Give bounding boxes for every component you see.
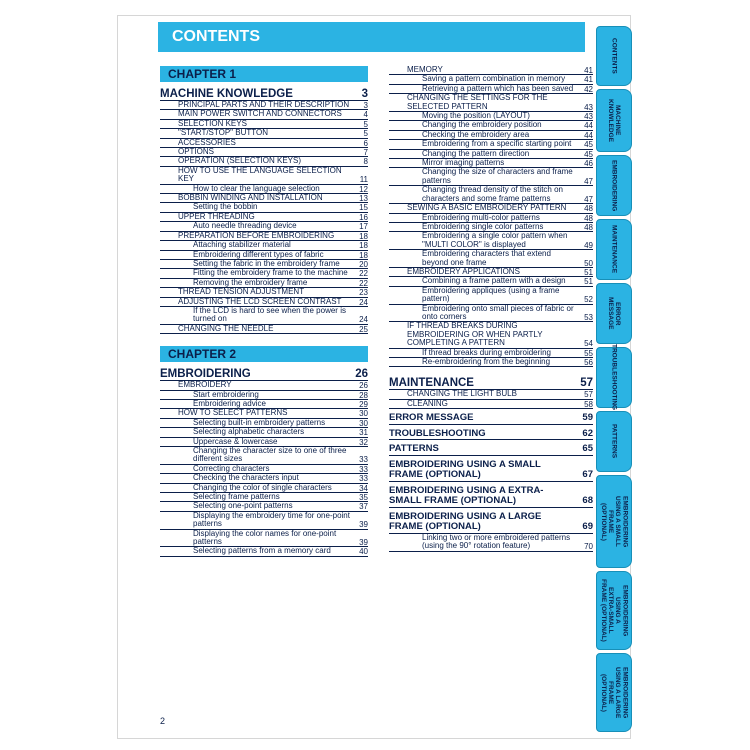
- toc-entry-page: 48: [584, 222, 593, 232]
- chapter-tab-label: ERROR MESSAGE: [607, 297, 622, 330]
- toc-entry-page: 33: [359, 474, 368, 484]
- toc-entry-text: Changing the pattern direction: [422, 148, 530, 158]
- toc-entry[interactable]: [160, 307, 368, 325]
- toc-section-page: 59: [582, 412, 593, 424]
- toc-entry-page: 24: [359, 315, 368, 325]
- toc-entry-page: 5: [363, 129, 368, 139]
- toc-entry-page: 47: [584, 176, 593, 186]
- toc-entry-page: 25: [359, 324, 368, 334]
- toc-entry[interactable]: [389, 94, 593, 112]
- toc-entry-page: 34: [359, 483, 368, 493]
- toc-entry[interactable]: [389, 232, 593, 250]
- toc-entry-text: OPTIONS: [178, 147, 215, 157]
- toc-entry-text: Embroidering appliques (using a frame pattern): [422, 285, 560, 304]
- toc-entry-text: Changing the embroidery position: [422, 120, 542, 130]
- toc-entry-page: 3: [363, 101, 368, 110]
- toc-entry[interactable]: [389, 186, 593, 204]
- toc-list: [389, 390, 593, 409]
- left-column: [160, 66, 368, 557]
- toc-entry-page: 12: [359, 184, 368, 194]
- toc-entry-text: How to clear the language selection: [193, 183, 320, 193]
- chapter-tab-label: EMBROIDERING USING A LARGE FRAME (OPTIONAL): [599, 666, 629, 719]
- toc-entry-text: Saving a pattern combination in memory: [422, 74, 566, 84]
- toc-entry-page: 43: [584, 102, 593, 112]
- toc-entry-page: 23: [359, 288, 368, 298]
- chapter-tab[interactable]: [596, 26, 632, 86]
- chapter-tab[interactable]: [596, 344, 632, 411]
- toc-entry-page: 33: [359, 455, 368, 465]
- section-embroidering[interactable]: EMBROIDERING 26: [160, 368, 368, 381]
- page-title: CONTENTS: [158, 22, 585, 52]
- chapter-tab[interactable]: [596, 219, 632, 280]
- toc-entry-page: 31: [359, 428, 368, 438]
- chapter-tab[interactable]: [596, 653, 632, 732]
- toc-entry-page: 13: [359, 194, 368, 204]
- toc-section[interactable]: [389, 486, 593, 508]
- chapter-tab[interactable]: [596, 411, 632, 472]
- toc-entry-page: 30: [359, 409, 368, 419]
- toc-entry-text: Embroidering different types of fabric: [193, 249, 324, 259]
- toc-section-page: 67: [582, 469, 593, 481]
- toc-entry[interactable]: [160, 530, 368, 548]
- toc-entry-text: Displaying the color names for one-point patterns: [193, 528, 337, 547]
- toc-entry-page: 30: [359, 418, 368, 428]
- toc-entry-page: 44: [584, 130, 593, 140]
- toc-entry-text: Combining a frame pattern with a design: [422, 276, 566, 286]
- toc-entry-text: HOW TO SELECT PATTERNS: [178, 408, 288, 418]
- toc-entry-text: PRINCIPAL PARTS AND THEIR DESCRIPTION: [178, 100, 350, 109]
- toc-entry[interactable]: [389, 534, 593, 552]
- toc-entry[interactable]: [160, 325, 368, 334]
- toc-entry[interactable]: [389, 287, 593, 305]
- chapter-tab-label: CONTENTS: [610, 38, 618, 74]
- toc-entry-page: 39: [359, 520, 368, 530]
- toc-entry-text: Checking the embroidery area: [422, 129, 530, 139]
- toc-entry-page: 53: [584, 312, 593, 322]
- toc-entry-page: 41: [584, 66, 593, 75]
- toc-entry-page: 55: [584, 348, 593, 358]
- toc-entry-page: 22: [359, 278, 368, 288]
- toc-entry-text: Changing the color of single characters: [193, 482, 332, 492]
- toc-entry-page: 5: [363, 119, 368, 129]
- chapter-tab[interactable]: [596, 89, 632, 152]
- toc-section-page: 68: [582, 495, 593, 507]
- section-maintenance[interactable]: MAINTENANCE 57: [389, 377, 593, 390]
- toc-entry-page: 42: [584, 84, 593, 94]
- toc-entry-text: Displaying the embroidery time for one-point patterns: [193, 510, 350, 529]
- toc-entry-text: Embroidering single color patterns: [422, 221, 544, 231]
- toc-entry-text: Attaching stabilizer material: [193, 240, 291, 250]
- chapter-tab[interactable]: [596, 475, 632, 568]
- toc-entry-page: 58: [584, 399, 593, 409]
- toc-entry[interactable]: [160, 547, 368, 556]
- page-number: 2: [160, 716, 166, 726]
- toc-entry-page: 33: [359, 464, 368, 474]
- toc-entry[interactable]: [160, 167, 368, 185]
- toc-entry-text: ACCESSORIES: [178, 137, 236, 147]
- toc-entry-page: 29: [359, 399, 368, 409]
- toc-entry-text: EMBROIDERY APPLICATIONS: [407, 266, 520, 276]
- toc-entry-page: 4: [363, 110, 368, 120]
- toc-entry-page: 45: [584, 149, 593, 159]
- toc-entry-page: 45: [584, 140, 593, 150]
- chapter-tab-label: EMBROIDERING USING A EXTRA-SMALL FRAME (OPTIONAL): [599, 579, 629, 642]
- toc-entry-text: Embroidering onto small pieces of fabric or onto corners: [422, 303, 574, 321]
- toc-entry-page: 6: [363, 138, 368, 148]
- toc-section-text: TROUBLESHOOTING: [389, 427, 486, 439]
- toc-entry-text: Embroidering from a specific starting point: [422, 139, 572, 149]
- toc-entry-text: Moving the position (LAYOUT): [422, 111, 530, 121]
- toc-entry-page: 39: [359, 538, 368, 548]
- toc-entry-page: 18: [359, 250, 368, 260]
- toc-entry-page: 40: [359, 547, 368, 557]
- toc-entry-page: 16: [359, 212, 368, 222]
- toc-entry-page: 18: [359, 231, 368, 241]
- right-column: [389, 66, 593, 552]
- toc-entry-text: Uppercase & lowercase: [193, 436, 278, 446]
- toc-entry[interactable]: [160, 512, 368, 530]
- toc-entry-text: Setting the bobbin: [193, 202, 258, 212]
- toc-entry-text: Selecting patterns from a memory card: [193, 546, 331, 556]
- toc-entry-text: Selecting frame patterns: [193, 492, 280, 502]
- toc-entry[interactable]: [389, 358, 593, 367]
- toc-entry[interactable]: [389, 400, 593, 409]
- toc-entry-text: BOBBIN WINDING AND INSTALLATION: [178, 193, 323, 203]
- toc-entry-page: 28: [359, 390, 368, 400]
- toc-entry-text: CHANGING THE LIGHT BULB: [407, 389, 517, 399]
- toc-entry-text: Changing the size of characters and frame patterns: [422, 167, 573, 185]
- toc-entry-text: PREPARATION BEFORE EMBROIDERING: [178, 230, 335, 240]
- toc-entry-text: Start embroidering: [193, 389, 259, 399]
- toc-entry-page: 56: [584, 358, 593, 367]
- toc-entry-text: Embroidering advice: [193, 398, 266, 408]
- toc-entry-page: 11: [359, 175, 368, 185]
- toc-section-text: PATTERNS: [389, 443, 439, 455]
- toc-entry-text: CHANGING THE SETTINGS FOR THE SELECTED PATTERN: [407, 93, 548, 111]
- toc-entry-text: Retrieving a pattern which has been saved: [422, 83, 574, 93]
- toc-entry-text: ADJUSTING THE LCD SCREEN CONTRAST: [178, 296, 342, 306]
- toc-entry-text: Embroidering characters that extend beyond one frame: [422, 249, 551, 267]
- toc-entry-page: 37: [359, 502, 368, 512]
- toc-entry[interactable]: [160, 381, 368, 390]
- toc-section[interactable]: [389, 413, 593, 425]
- toc-entry-page: 20: [359, 259, 368, 269]
- toc-entry-page: 48: [584, 204, 593, 214]
- toc-entry-text: Checking the characters input: [193, 473, 299, 483]
- chapter-2-heading: CHAPTER 2: [160, 346, 368, 362]
- toc-entry-text: Embroidering a single color pattern when "MULTI COLOR" is displayed: [422, 231, 568, 249]
- toc-entry-page: 57: [584, 390, 593, 400]
- toc-entry-text: CLEANING: [407, 398, 448, 408]
- toc-entry-page: 43: [584, 112, 593, 122]
- toc-section-page: 62: [582, 427, 593, 439]
- chapter-tab-label: MAINTENANCE: [610, 225, 618, 274]
- toc-entry[interactable]: [389, 250, 593, 268]
- toc-section-text: EMBROIDERING USING A SMALL FRAME (OPTIONAL): [389, 458, 541, 481]
- toc-entry-text: Embroidering multi-color patterns: [422, 212, 540, 222]
- toc-entry-page: 44: [584, 121, 593, 131]
- toc-entry-text: Re-embroidering from the beginning: [422, 357, 551, 366]
- toc-entry-text: THREAD TENSION ADJUSTMENT: [178, 287, 305, 297]
- toc-section[interactable]: [389, 460, 593, 482]
- toc-entry-page: 32: [359, 437, 368, 447]
- toc-entry-page: 26: [359, 381, 368, 391]
- toc-entry-text: CHANGING THE NEEDLE: [178, 323, 274, 333]
- toc-entry-text: MAIN POWER SWITCH AND CONNECTORS: [178, 109, 342, 119]
- toc-entry-page: 48: [584, 213, 593, 223]
- toc-entry-page: 52: [584, 295, 593, 305]
- toc-sections: [389, 413, 593, 534]
- toc-entry-page: 35: [359, 493, 368, 503]
- toc-entry-text: Mirror imaging patterns: [422, 158, 505, 168]
- toc-entry-page: 24: [359, 297, 368, 307]
- toc-entry-page: 7: [363, 148, 368, 158]
- toc-entry-text: Removing the embroidery frame: [193, 277, 308, 287]
- toc-entry-text: HOW TO USE THE LANGUAGE SELECTION KEY: [178, 165, 342, 184]
- toc-entry-page: 41: [584, 75, 593, 85]
- toc-entry-page: 50: [584, 258, 593, 268]
- toc-entry-text: OPERATION (SELECTION KEYS): [178, 156, 301, 166]
- toc-entry-page: 17: [359, 222, 368, 232]
- toc-entry-text: Setting the fabric in the embroidery frame: [193, 258, 340, 268]
- chapter-tab-label: TROUBLESHOOTING: [610, 344, 618, 411]
- toc-entry-page: 54: [584, 339, 593, 349]
- toc-entry-text: SELECTION KEYS: [178, 118, 247, 128]
- section-machine-knowledge[interactable]: MACHINE KNOWLEDGE 3: [160, 88, 368, 100]
- toc-section[interactable]: [389, 444, 593, 456]
- toc-entry-text: Auto needle threading device: [193, 221, 297, 231]
- toc-section-text: ERROR MESSAGE: [389, 412, 474, 424]
- toc-entry-text: IF THREAD BREAKS DURING EMBROIDERING OR WHEN PARTLY COMPLETING A PATTERN: [407, 321, 543, 348]
- toc-entry-text: Selecting built-in embroidery patterns: [193, 417, 326, 427]
- toc-entry-text: Changing thread density of the stitch on characters and some frame patterns: [422, 185, 563, 203]
- toc-entry-page: 18: [359, 241, 368, 251]
- toc-entry[interactable]: [389, 305, 593, 323]
- chapter-tab-label: EMBROIDERING: [610, 159, 618, 212]
- toc-entry-text: Correcting characters: [193, 463, 270, 473]
- toc-entry-page: 8: [363, 157, 368, 167]
- chapter-tab[interactable]: [596, 571, 632, 650]
- toc-entry-text: EMBROIDERY: [178, 380, 232, 390]
- toc-entry-text: If the LCD is hard to see when the power is turned on: [193, 305, 346, 324]
- toc-entry-text: UPPER THREADING: [178, 211, 255, 221]
- toc-entry[interactable]: [389, 168, 593, 186]
- toc-entry-text: Selecting one-point patterns: [193, 501, 293, 511]
- toc-entry-text: Linking two or more embroidered patterns (using the 90° rotation feature): [422, 532, 571, 551]
- toc-list: [389, 534, 593, 552]
- toc-entry-text: MEMORY: [407, 65, 443, 74]
- chapter-tab[interactable]: [596, 155, 632, 216]
- toc-entry-page: 46: [584, 159, 593, 169]
- toc-entry-text: Fitting the embroidery frame to the machine: [193, 268, 348, 278]
- toc-list: [160, 381, 368, 557]
- toc-entry-text: "START/STOP" BUTTON: [178, 128, 268, 138]
- toc-section[interactable]: [389, 512, 593, 534]
- toc-entry-text: SEWING A BASIC EMBROIDERY PATTERN: [407, 203, 567, 213]
- chapter-tab-label: EMBROIDERING USING A SMALL FRAME (OPTIONAL): [599, 495, 629, 548]
- toc-entry-page: 51: [584, 267, 593, 277]
- toc-section-text: EMBROIDERING USING A EXTRA-SMALL FRAME (OPTIONAL): [389, 484, 544, 507]
- toc-list: [389, 66, 593, 367]
- toc-entry-page: 70: [584, 542, 593, 552]
- toc-section-page: 65: [582, 443, 593, 455]
- toc-entry-text: If thread breaks during embroidering: [422, 347, 551, 357]
- toc-section-text: EMBROIDERING USING A LARGE FRAME (OPTIONAL): [389, 510, 542, 533]
- toc-entry-text: Changing the character size to one of three different sizes: [193, 446, 347, 464]
- toc-entry-page: 15: [359, 203, 368, 213]
- toc-entry[interactable]: [389, 322, 593, 348]
- chapter-tab-label: PATTERNS: [610, 424, 618, 459]
- chapter-tab-label: MACHINE KNOWLEDGE: [607, 99, 622, 142]
- toc-entry-page: 47: [584, 194, 593, 204]
- toc-entry-page: 51: [584, 277, 593, 287]
- toc-section-page: 69: [582, 521, 593, 533]
- toc-entry-page: 49: [584, 240, 593, 250]
- toc-list: [160, 101, 368, 334]
- toc-entry[interactable]: [160, 447, 368, 465]
- toc-section[interactable]: [389, 429, 593, 441]
- toc-entry[interactable]: [160, 194, 368, 203]
- toc-entry-page: 22: [359, 269, 368, 279]
- chapter-tab[interactable]: [596, 283, 632, 344]
- toc-entry-text: Selecting alphabetic characters: [193, 427, 305, 437]
- chapter-1-heading: CHAPTER 1: [160, 66, 368, 82]
